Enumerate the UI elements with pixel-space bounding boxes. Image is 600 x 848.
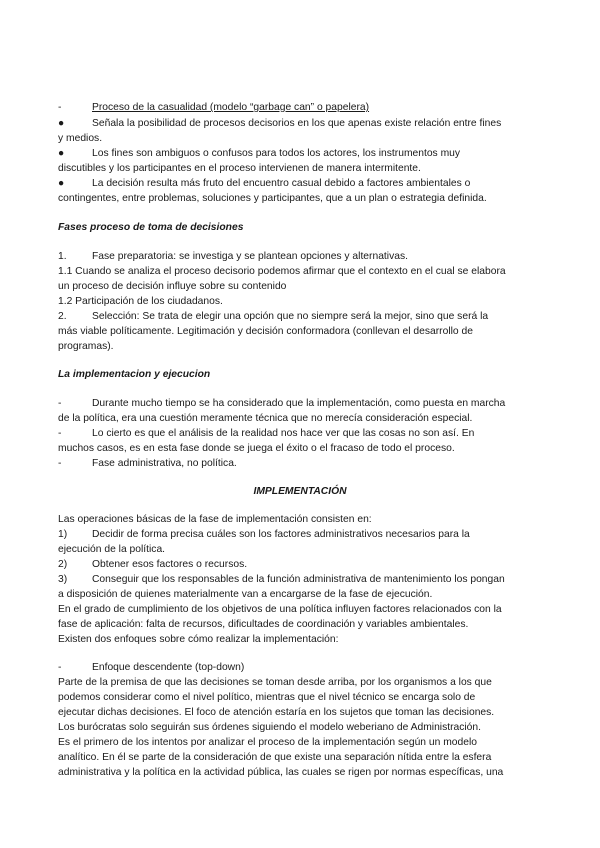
paragraph-line: analítico. En él se parte de la consideración de que existe una separación nítida entre la esfera xyxy=(58,752,492,763)
paragraph-line: un proceso de decisión influye sobre su contenido xyxy=(58,281,287,292)
list-text: Obtener esos factores o recursos. xyxy=(92,559,248,570)
paragraph-line: 1.2 Participación de los ciudadanos. xyxy=(58,296,223,307)
list-continuation: ejecución de la política. xyxy=(58,544,166,555)
list-text: Fase preparatoria: se investiga y se plantean opciones y alternativas. xyxy=(92,251,408,262)
section1-heading: Proceso de la casualidad (modelo “garbage can” o papelera) xyxy=(92,102,370,113)
list-text: Decidir de forma precisa cuáles son los factores administrativos necesarios para la xyxy=(92,529,470,540)
bullet-text: Los fines son ambiguos o confusos para todos los actores, los instrumentos muy xyxy=(92,148,461,159)
list-text: Durante mucho tiempo se ha considerado que la implementación, como puesta en marcha xyxy=(92,398,506,409)
section3-heading: La implementacion y ejecucion xyxy=(58,369,211,380)
bullet-continuation: contingentes, entre problemas, soluciones y participantes, que a un plan o estrategia definida. xyxy=(58,193,487,204)
paragraph-line: fase de aplicación: falta de recursos, dificultades de coordinación y variables ambientales. xyxy=(58,619,469,630)
bullet-continuation: y medios. xyxy=(58,133,103,144)
list-continuation: a disposición de quienes materialmente van a encargarse de la fase de ejecución. xyxy=(58,589,433,600)
list-text: Lo cierto es que el análisis de la realidad nos hace ver que las cosas no son así. En xyxy=(92,428,475,439)
paragraph-line: ejecutar dichas decisiones. El foco de atención estaría en los sujetos que toman las decisiones. xyxy=(58,707,495,718)
list-continuation: más viable políticamente. Legitimación y decisión conformadora (conllevan el desarrollo de xyxy=(58,326,473,337)
list-text: Conseguir que los responsables de la función administrativa de mantenimiento los pongan xyxy=(92,574,505,585)
bullet-continuation: discutibles y los participantes en el proceso intervienen de manera intermitente. xyxy=(58,163,421,174)
paragraph-line: Las operaciones básicas de la fase de implementación consisten en: xyxy=(58,514,372,525)
list-marker: 1. xyxy=(58,251,67,262)
list-marker: - xyxy=(58,458,62,469)
paragraph-line: En el grado de cumplimiento de los objetivos de una política influyen factores relacionados con la xyxy=(58,604,502,615)
bullet-marker: ● xyxy=(58,118,65,129)
paragraph-line: Parte de la premisa de que las decisiones se toman desde arriba, por los organismos a los que xyxy=(58,677,492,688)
list-continuation: programas). xyxy=(58,341,114,352)
paragraph-line: Existen dos enfoques sobre cómo realizar la implementación: xyxy=(58,634,339,645)
paragraph-line: 1.1 Cuando se analiza el proceso decisorio podemos afirmar que el contexto en el cual se elabora xyxy=(58,266,506,277)
list-marker: 1) xyxy=(58,529,68,540)
list-text: Fase administrativa, no política. xyxy=(92,458,237,469)
bullet-marker: ● xyxy=(58,148,65,159)
bullet-text: Señala la posibilidad de procesos decisorios en los que apenas existe relación entre fines xyxy=(92,118,502,129)
section1-heading-marker: - xyxy=(58,102,62,113)
section2-heading: Fases proceso de toma de decisiones xyxy=(58,222,244,233)
paragraph-line: administrativa y la política en la actividad pública, las cuales se rigen por normas específicas, una xyxy=(58,767,504,778)
bullet-marker: ● xyxy=(58,178,65,189)
bullet-text: La decisión resulta más fruto del encuentro casual debido a factores ambientales o xyxy=(92,178,471,189)
list-marker: - xyxy=(58,398,62,409)
paragraph-line: podemos considerar como el nivel político, mientras que el nivel técnico se encarga solo de xyxy=(58,692,476,703)
approach-title: Enfoque descendente (top-down) xyxy=(92,662,245,673)
page-title: IMPLEMENTACIÓN xyxy=(253,486,347,497)
list-text: Selección: Se trata de elegir una opción que no siempre será la mejor, sino que será la xyxy=(92,311,489,322)
list-continuation: de la política, era una cuestión meramente técnica que no merecía consideración especial. xyxy=(58,413,473,424)
list-marker: 2) xyxy=(58,559,68,570)
paragraph-line: Los burócratas solo seguirán sus órdenes siguiendo el modelo weberiano de Administración. xyxy=(58,722,481,733)
list-marker: - xyxy=(58,428,62,439)
list-marker: 2. xyxy=(58,311,67,322)
list-continuation: muchos casos, es en esta fase donde se juega el éxito o el fracaso de todo el proceso. xyxy=(58,443,455,454)
approach-marker: - xyxy=(58,662,62,673)
paragraph-line: Es el primero de los intentos por analizar el proceso de la implementación según un modelo xyxy=(58,737,477,748)
list-marker: 3) xyxy=(58,574,68,585)
